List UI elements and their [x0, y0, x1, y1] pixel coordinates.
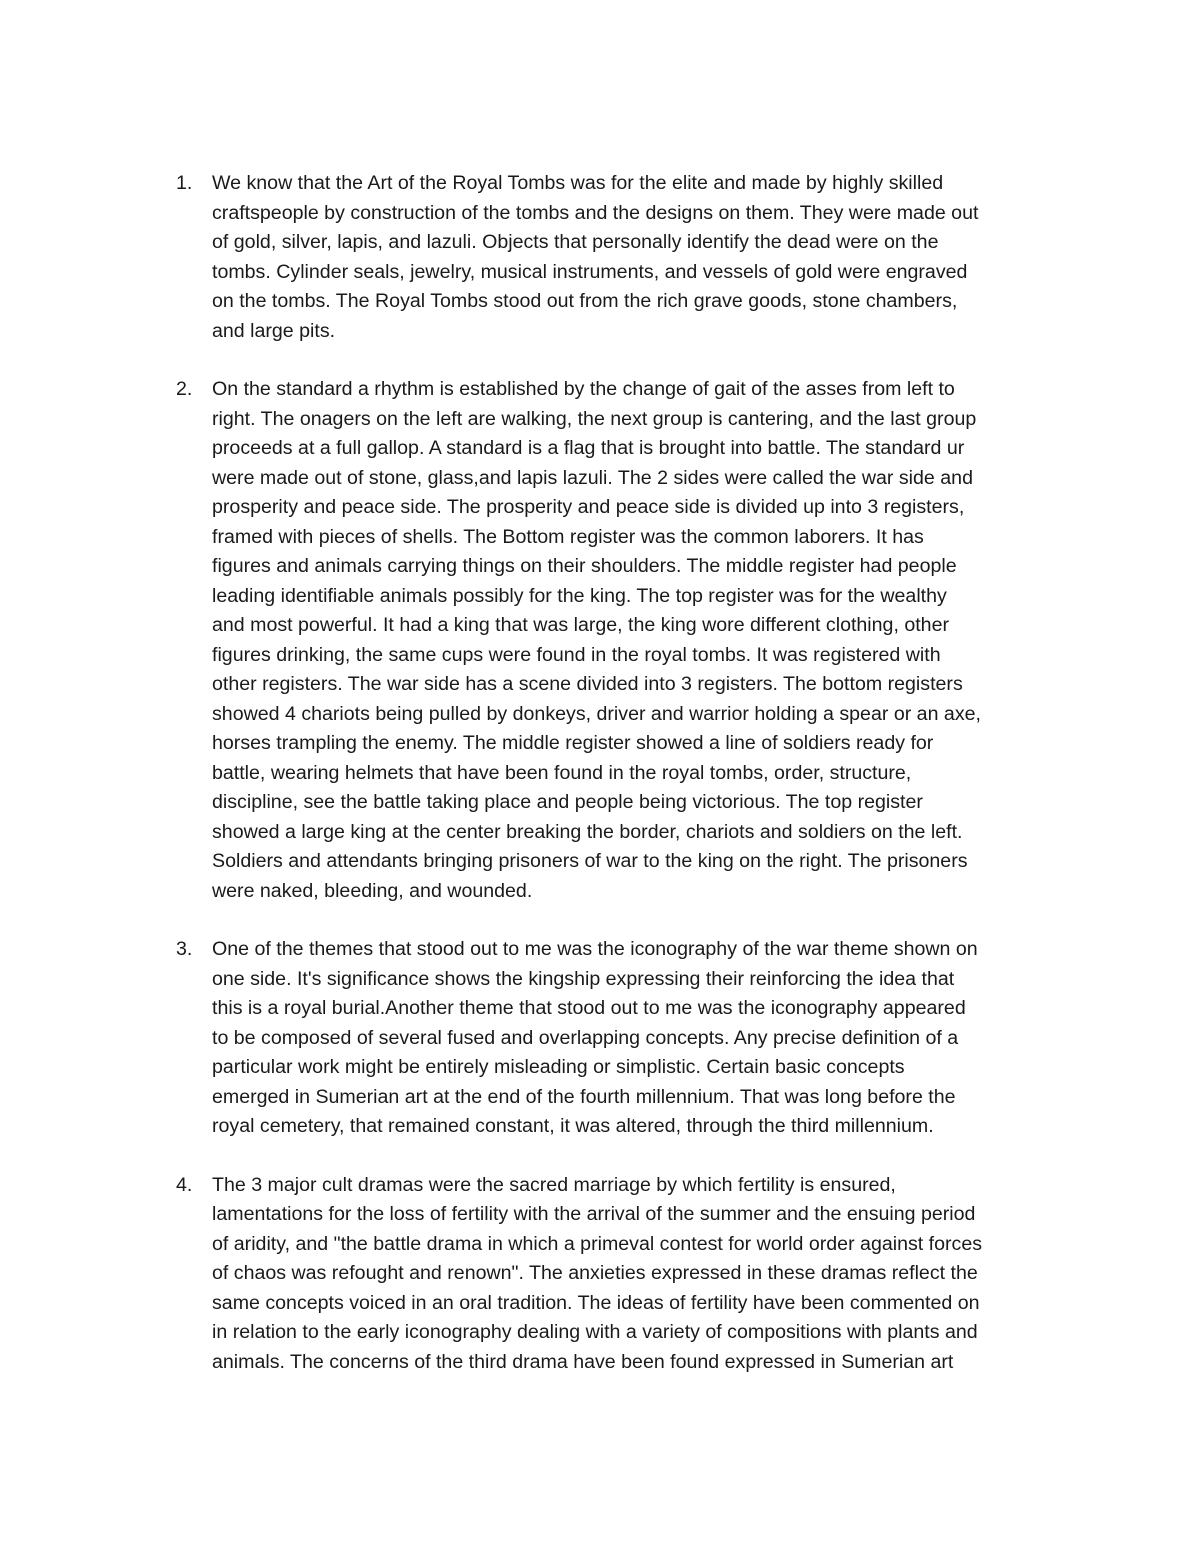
text-line: discipline, see the battle taking place and people being victorious. The top register [212, 791, 923, 813]
text-line: of chaos was refought and renown". The anxieties expressed in these dramas reflect the [212, 1262, 978, 1284]
text-line: of gold, silver, lapis, and lazuli. Objects that personally identify the dead were on the [212, 231, 939, 253]
text-line: of aridity, and "the battle drama in which a primeval contest for world order against forces [212, 1232, 983, 1255]
text-line: on the tombs. The Royal Tombs stood out from the rich grave goods, stone chambers, [212, 290, 958, 312]
text-line: On the standard a rhythm is established by the change of gait of the asses from left to [212, 378, 955, 400]
text-line: showed 4 chariots being pulled by donkeys, driver and warrior holding a spear or an axe, [212, 702, 981, 725]
text-line: emerged in Sumerian art at the end of the fourth millennium. That was long before the [212, 1085, 956, 1108]
list-item-text [212, 169, 1072, 346]
text-line: this is a royal burial.Another theme that stood out to me was the iconography appeared [212, 997, 966, 1019]
text-line: We know that the Art of the Royal Tombs was for the elite and made by highly skilled [212, 172, 944, 194]
text-line: animals. The concerns of the third drama have been found expressed in Sumerian art [212, 1350, 954, 1373]
text-line: lamentations for the loss of fertility with the arrival of the summer and the ensuing period [212, 1203, 976, 1225]
text-line: figures and animals carrying things on their shoulders. The middle register had people [212, 555, 957, 577]
text-line: in relation to the early iconography dealing with a variety of compositions with plants and [212, 1321, 978, 1343]
text-line: and large pits. [212, 319, 336, 342]
list-item-number: 2. [176, 378, 193, 400]
text-line: royal cemetery, that remained constant, it was altered, through the third millennium. [212, 1115, 934, 1137]
list-item-text [212, 935, 1072, 1142]
text-line: were made out of stone, glass,and lapis lazuli. The 2 sides were called the war side and [212, 466, 973, 489]
text-line: One of the themes that stood out to me was the iconography of the war theme shown on [212, 938, 978, 960]
numbered-list [172, 169, 1072, 1406]
text-line: right. The onagers on the left are walking, the next group is cantering, and the last group [212, 407, 977, 430]
list-item-number: 4. [176, 1173, 193, 1196]
list-item [172, 375, 1072, 906]
text-line: framed with pieces of shells. The Bottom register was the common laborers. It has [212, 525, 924, 548]
text-line: tombs. Cylinder seals, jewelry, musical instruments, and vessels of gold were engraved [212, 260, 968, 283]
text-line: other registers. The war side has a scene divided into 3 registers. The bottom registers [212, 673, 963, 695]
text-line: leading identifiable animals possibly for the king. The top register was for the wealthy [212, 584, 947, 607]
text-line: particular work might be entirely misleading or simplistic. Certain basic concepts [212, 1056, 905, 1078]
list-item-number: 1. [176, 172, 193, 194]
text-line: craftspeople by construction of the tombs and the designs on them. They were made out [212, 201, 979, 224]
text-line: Soldiers and attendants bringing prisoners of war to the king on the right. The prisoners [212, 850, 968, 872]
list-item-number: 3. [176, 938, 193, 960]
text-line: proceeds at a full gallop. A standard is a flag that is brought into battle. The standard ur [212, 437, 965, 459]
list-item-text [212, 1171, 1072, 1378]
text-line: The 3 major cult dramas were the sacred marriage by which fertility is ensured, [212, 1173, 896, 1196]
list-item [172, 169, 1072, 346]
text-line: were naked, bleeding, and wounded. [212, 879, 533, 902]
text-line: and most powerful. It had a king that was large, the king wore different clothing, other [212, 614, 950, 636]
text-line: to be composed of several fused and overlapping concepts. Any precise definition of a [212, 1026, 959, 1049]
text-line: figures drinking, the same cups were found in the royal tombs. It was registered with [212, 643, 941, 666]
list-item-text [212, 375, 1072, 906]
text-line: same concepts voiced in an oral tradition. The ideas of fertility have been commented on [212, 1291, 980, 1314]
list-item [172, 935, 1072, 1142]
text-line: showed a large king at the center breaking the border, chariots and soldiers on the left. [212, 820, 963, 843]
list-item [172, 1171, 1072, 1378]
text-line: battle, wearing helmets that have been found in the royal tombs, order, structure, [212, 761, 912, 784]
text-line: one side. It's significance shows the kingship expressing their reinforcing the idea that [212, 967, 955, 990]
text-line: horses trampling the enemy. The middle register showed a line of soldiers ready for [212, 732, 934, 754]
text-line: prosperity and peace side. The prosperity and peace side is divided up into 3 registers, [212, 496, 965, 518]
